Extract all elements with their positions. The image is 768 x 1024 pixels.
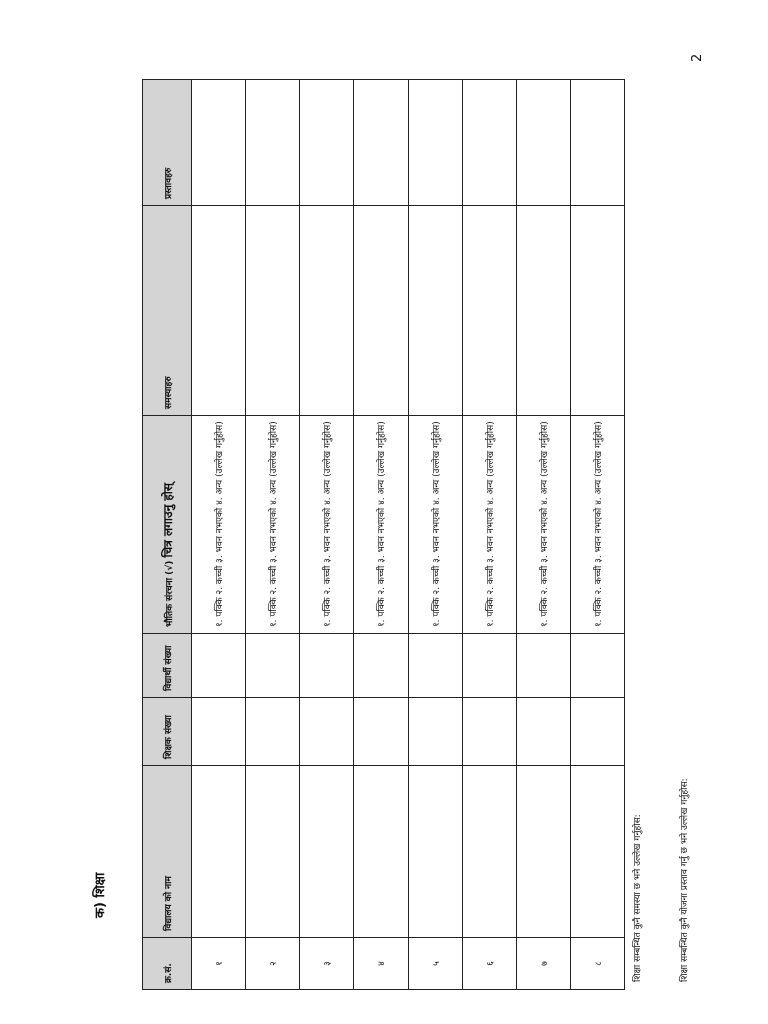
cell-teacher-count[interactable] [192, 698, 246, 766]
cell-school-name[interactable] [462, 766, 516, 938]
cell-physical-structure: १. पक्कि २. कच्ची ३. भवन नभएको ४. अन्य (उल्लेख गर्नुहोस) [246, 416, 300, 634]
cell-problems[interactable] [462, 206, 516, 416]
cell-school-name[interactable] [192, 766, 246, 938]
cell-physical-structure: १. पक्कि २. कच्ची ३. भवन नभएको ४. अन्य (उल्लेख गर्नुहोस) [408, 416, 462, 634]
table-row [192, 80, 246, 990]
cell-problems[interactable] [246, 206, 300, 416]
header-physical-structure-label: भौतिक संरचना (√) [164, 560, 175, 627]
cell-physical-structure: १. पक्कि २. कच्ची ३. भवन नभएको ४. अन्य (उल्लेख गर्नुहोस) [300, 416, 354, 634]
cell-suggestions[interactable] [570, 80, 624, 206]
cell-school-name[interactable] [408, 766, 462, 938]
cell-sn: ६ [462, 938, 516, 990]
cell-teacher-count[interactable] [516, 698, 570, 766]
cell-problems[interactable] [408, 206, 462, 416]
cell-problems[interactable] [300, 206, 354, 416]
header-sn: क्र.सं. [143, 938, 192, 990]
cell-school-name[interactable] [570, 766, 624, 938]
cell-problems[interactable] [192, 206, 246, 416]
cell-student-count[interactable] [570, 634, 624, 698]
cell-sn: २ [246, 938, 300, 990]
cell-suggestions[interactable] [516, 80, 570, 206]
cell-sn: ५ [408, 938, 462, 990]
cell-student-count[interactable] [462, 634, 516, 698]
header-problems: समस्याहरु [143, 206, 192, 416]
header-student-count: विद्यार्थी संख्या [143, 634, 192, 698]
cell-teacher-count[interactable] [408, 698, 462, 766]
cell-school-name[interactable] [246, 766, 300, 938]
header-teacher-count: शिक्षक संख्या [143, 698, 192, 766]
page-number: 2 [690, 53, 705, 62]
section-title: क) शिक्षा [93, 872, 108, 918]
problems-note: शिक्षा सम्बन्धित कुनै समस्या छ भने उल्लेख गर्नुहोस: [633, 814, 643, 982]
table-row [300, 80, 354, 990]
cell-student-count[interactable] [300, 634, 354, 698]
cell-student-count[interactable] [408, 634, 462, 698]
cell-sn: १ [192, 938, 246, 990]
cell-sn: ३ [300, 938, 354, 990]
cell-problems[interactable] [516, 206, 570, 416]
cell-student-count[interactable] [516, 634, 570, 698]
header-suggestions: प्रस्तावहरु [143, 80, 192, 206]
header-physical-structure [143, 416, 192, 634]
cell-teacher-count[interactable] [354, 698, 408, 766]
cell-physical-structure: १. पक्कि २. कच्ची ३. भवन नभएको ४. अन्य (उल्लेख गर्नुहोस) [516, 416, 570, 634]
cell-student-count[interactable] [246, 634, 300, 698]
cell-teacher-count[interactable] [246, 698, 300, 766]
table-row [570, 80, 624, 990]
header-school-name: विद्यालय को नाम [143, 766, 192, 938]
cell-sn: ८ [570, 938, 624, 990]
cell-physical-structure: १. पक्कि २. कच्ची ३. भवन नभएको ४. अन्य (उल्लेख गर्नुहोस) [570, 416, 624, 634]
header-physical-structure-emphasis: चित्र लगाउनु होस् [160, 482, 175, 558]
cell-school-name[interactable] [516, 766, 570, 938]
cell-school-name[interactable] [300, 766, 354, 938]
cell-suggestions[interactable] [300, 80, 354, 206]
cell-student-count[interactable] [354, 634, 408, 698]
cell-physical-structure: १. पक्कि २. कच्ची ३. भवन नभएको ४. अन्य (उल्लेख गर्नुहोस) [354, 416, 408, 634]
table-row [462, 80, 516, 990]
cell-physical-structure: १. पक्कि २. कच्ची ३. भवन नभएको ४. अन्य (उल्लेख गर्नुहोस) [192, 416, 246, 634]
education-table [142, 79, 625, 990]
cell-student-count[interactable] [192, 634, 246, 698]
table-row [408, 80, 462, 990]
cell-suggestions[interactable] [192, 80, 246, 206]
cell-suggestions[interactable] [462, 80, 516, 206]
table-row [246, 80, 300, 990]
cell-physical-structure: १. पक्कि २. कच्ची ३. भवन नभएको ४. अन्य (उल्लेख गर्नुहोस) [462, 416, 516, 634]
cell-problems[interactable] [570, 206, 624, 416]
cell-sn: ७ [516, 938, 570, 990]
cell-school-name[interactable] [354, 766, 408, 938]
rotated-page [92, 53, 705, 1000]
cell-teacher-count[interactable] [570, 698, 624, 766]
table-header-row [143, 80, 192, 990]
cell-sn: ४ [354, 938, 408, 990]
cell-suggestions[interactable] [354, 80, 408, 206]
cell-suggestions[interactable] [246, 80, 300, 206]
cell-problems[interactable] [354, 206, 408, 416]
plans-note: शिक्षा सम्बन्धित कुनै योजना प्रस्ताव गर्नु छ भने उल्लेख गर्नुहोस: [680, 778, 690, 982]
cell-teacher-count[interactable] [300, 698, 354, 766]
table-row [516, 80, 570, 990]
cell-teacher-count[interactable] [462, 698, 516, 766]
table-row [354, 80, 408, 990]
cell-suggestions[interactable] [408, 80, 462, 206]
